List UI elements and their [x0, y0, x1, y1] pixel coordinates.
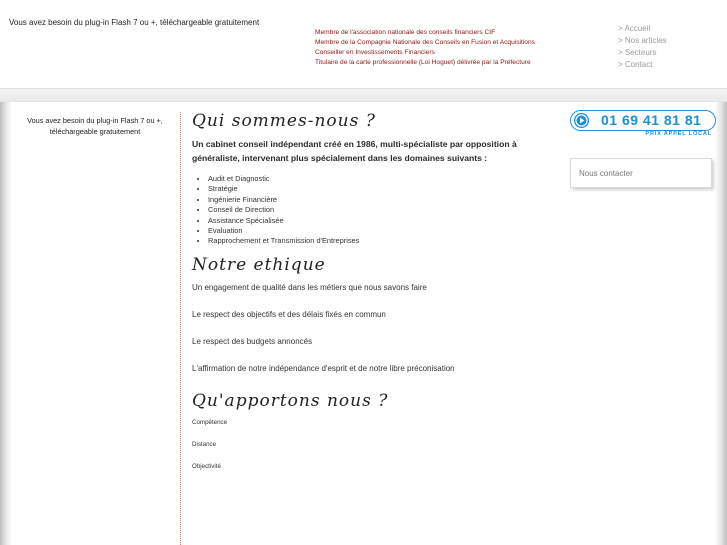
phone-pill	[570, 110, 716, 131]
membership-item: Conseiller en Investissements Financiers	[315, 49, 435, 56]
membership-item: Membre de la Compagnie Nationale des Conseils en Fusion et Acquisitions	[315, 39, 535, 46]
value-item: Distance	[192, 440, 217, 448]
ethics-list	[192, 283, 562, 373]
service-item: • Stratégie	[208, 184, 562, 194]
contact-button[interactable]	[570, 158, 712, 188]
values-list	[192, 419, 562, 470]
heading-qui-sommes-nous: Qui sommes-nous ?	[192, 111, 376, 131]
service-item: • Rapprochement et Transmission d'Entreprises	[208, 236, 562, 246]
nav-nos-articles[interactable]: > Nos articles	[618, 36, 667, 45]
top-nav	[618, 23, 667, 71]
nav-accueil[interactable]: > Accueil	[618, 24, 651, 33]
phone-badge[interactable]	[570, 110, 716, 142]
main-content	[192, 111, 562, 470]
service-item: • Evaluation	[208, 226, 562, 236]
services-list	[192, 174, 562, 247]
ethics-item: Le respect des budgets annoncés	[192, 336, 313, 346]
site-header	[0, 0, 727, 90]
membership-item: Membre de l'association nationale des conseils financiers CIF	[315, 29, 496, 36]
phone-number: 01 69 41 81 81	[601, 112, 702, 128]
nav-secteurs[interactable]: > Secteurs	[618, 48, 657, 57]
membership-item: Titulaire de la carte professionnelle (Loi Hoguet) délivrée par la Préfecture	[315, 59, 531, 66]
column-divider	[180, 112, 181, 545]
nav-contact[interactable]: > Contact	[618, 60, 653, 69]
ethics-item: L'affirmation de notre indépendance d'esprit et de notre libre préconisation	[192, 363, 455, 373]
intro-text: Un cabinet conseil indépendant créé en 1986, multi-spécialiste par opposition à généraliste, intervenant plus spécialement dans les domaines suivants :	[192, 139, 517, 163]
heading-notre-ethique: Notre ethique	[192, 254, 326, 275]
ethics-item: Un engagement de qualité dans les métiers que nous savons faire	[192, 282, 427, 292]
service-item: • Conseil de Direction	[208, 205, 562, 215]
header-divider-band	[0, 88, 727, 102]
heading-qu-apportons-nous: Qu'apportons nous ?	[192, 390, 389, 411]
contact-label: Nous contacter	[579, 169, 633, 178]
value-item: Compétence	[192, 418, 228, 426]
service-item: • Ingénierie Financière	[208, 195, 562, 205]
memberships-list	[315, 28, 535, 68]
phone-tagline: PRIX APPEL LOCAL	[645, 131, 712, 137]
value-item: Objectivité	[192, 462, 221, 470]
service-item: • Assistance Spécialisée	[208, 216, 562, 226]
sidebar-flash-notice[interactable]: Vous avez besoin du plug-in Flash 7 ou +, téléchargeable gratuitement	[27, 116, 163, 136]
ethics-item: Le respect des objectifs et des délais fixés en commun	[192, 309, 386, 319]
play-arrow-icon	[574, 113, 589, 128]
flash-plugin-notice[interactable]: Vous avez besoin du plug-in Flash 7 ou +, téléchargeable gratuitement	[9, 18, 260, 27]
service-item: • Audit et Diagnostic	[208, 174, 562, 184]
